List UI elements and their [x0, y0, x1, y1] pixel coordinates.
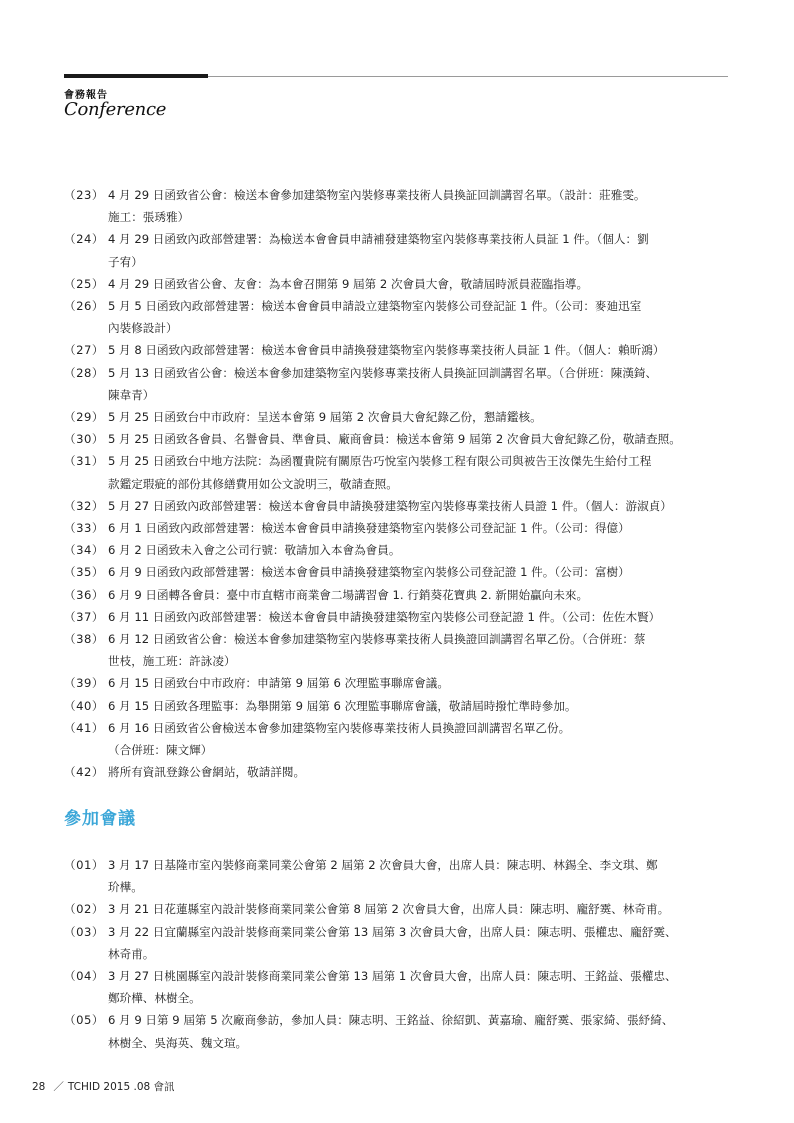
item-text-main: 6 月 11 日函致內政部營建署：檢送本會會員申請換發建築物室內裝修公司登記證 1 件。（公司：佐佐木賢） — [108, 609, 661, 624]
list-item — [64, 965, 744, 1009]
item-text — [108, 228, 744, 272]
item-text — [108, 517, 744, 539]
meetings-list — [64, 854, 744, 1054]
item-text-continuation: 陳韋青） — [108, 387, 155, 402]
item-text-continuation: 子宥） — [108, 254, 143, 269]
item-text-continuation: 款鑑定瑕疵的部份其修繕費用如公文說明三，敬請查照。 — [108, 476, 398, 491]
item-text-main: 4 月 29 日函致省公會、友會：為本會召開第 9 屆第 2 次會員大會，敬請屆時派員蒞臨指導。 — [108, 276, 589, 291]
item-text — [108, 695, 744, 717]
item-text-main: 將所有資訊登錄公會網站，敬請詳閱。 — [108, 765, 306, 780]
list-item — [64, 428, 744, 450]
page-footer — [32, 1079, 175, 1094]
item-text-main: 6 月 9 日函轉各會員：臺中市直轄市商業會二場講習會 1. 行銷葵花寶典 2. 新開始贏向未來。 — [108, 587, 589, 602]
item-text-main: 3 月 22 日宜蘭縣室內設計裝修商業同業公會第 13 屆第 3 次會員大會，出席人員：陳志明、張權忠、龐舒霙、 — [108, 924, 677, 939]
item-text-main: 5 月 13 日函致省公會：檢送本會參加建築物室內裝修專業技術人員換証回訓講習名單。（合併班：陳漢錡、 — [108, 365, 658, 380]
item-number: （42） — [64, 765, 104, 780]
item-text-continuation: 林樹全、吳海英、魏文瑄。 — [108, 1035, 248, 1050]
item-text — [108, 362, 744, 406]
item-number: （28） — [64, 365, 104, 380]
item-text — [108, 339, 744, 361]
list-item — [64, 854, 744, 898]
header-rule-thin — [208, 76, 728, 77]
item-text — [108, 539, 744, 561]
item-text-main: 5 月 25 日函致各會員、名譽會員、準會員、廠商會員：檢送本會第 9 屆第 2 次會員大會紀錄乙份，敬請查照。 — [108, 432, 681, 447]
item-number: （33） — [64, 521, 104, 536]
item-text-main: 5 月 27 日函致內政部營建署：檢送本會會員申請換發建築物室內裝修專業技術人員證 1 件。（個人：游淑貞） — [108, 498, 672, 513]
item-text-main: 4 月 29 日函致省公會：檢送本會參加建築物室內裝修專業技術人員換証回訓講習名單。（設計：莊雅雯。 — [108, 188, 646, 202]
item-text — [108, 428, 744, 450]
item-text-continuation: 鄭玠樺、林樹全。 — [108, 991, 201, 1006]
item-text — [108, 406, 744, 428]
item-text — [108, 1009, 744, 1053]
list-item — [64, 295, 744, 339]
item-number: （01） — [64, 858, 104, 872]
list-item — [64, 695, 744, 717]
item-text — [108, 561, 744, 583]
list-item — [64, 450, 744, 494]
footer-slash: ／ — [53, 1081, 64, 1093]
item-text-main: 6 月 9 日函致內政部營建署：檢送本會會員申請換發建築物室內裝修公司登記證 1 件。（公司：富樹） — [108, 565, 630, 580]
list-item — [64, 672, 744, 694]
item-text-continuation: 世枝，施工班：許詠凌） — [108, 654, 236, 669]
list-item — [64, 898, 744, 920]
list-item — [64, 717, 744, 761]
item-number: （34） — [64, 543, 104, 558]
item-number: （26） — [64, 299, 104, 314]
item-text — [108, 606, 744, 628]
list-item — [64, 584, 744, 606]
list-item — [64, 561, 744, 583]
item-text-main: 3 月 21 日花蓮縣室內設計裝修商業同業公會第 8 屆第 2 次會員大會，出席人員：陳志明、龐舒霙、林奇甫。 — [108, 902, 670, 917]
item-text-main: 6 月 12 日函致省公會：檢送本會參加建築物室內裝修專業技術人員換證回訓講習名單乙份。（合併班：蔡 — [108, 632, 646, 647]
item-text — [108, 965, 744, 1009]
list-item — [64, 406, 744, 428]
item-text-continuation: 內裝修設計） — [108, 321, 178, 336]
list-item — [64, 539, 744, 561]
list-item — [64, 228, 744, 272]
item-number: （32） — [64, 498, 104, 513]
list-item — [64, 184, 744, 228]
item-number: （04） — [64, 969, 104, 984]
item-text-main: 5 月 8 日函致內政部營建署：檢送本會會員申請換發建築物室內裝修專業技術人員証 1 件。（個人：賴昕鴻） — [108, 343, 665, 358]
item-text — [108, 761, 744, 783]
item-text-main: 3 月 27 日桃園縣室內設計裝修商業同業公會第 13 屆第 1 次會員大會，出席人員：陳志明、王銘益、張權忠、 — [108, 969, 677, 984]
item-text-main: 6 月 15 日函致台中市政府：申請第 9 屆第 6 次理監事聯席會議。 — [108, 676, 449, 691]
item-number: （29） — [64, 410, 104, 425]
item-text — [108, 295, 744, 339]
list-item — [64, 495, 744, 517]
list-item — [64, 606, 744, 628]
item-number: （05） — [64, 1013, 104, 1028]
item-text-main: 5 月 25 日函致台中地方法院：為函覆貴院有關原告巧悅室內裝修工程有限公司與被告王汝傑先生給付工程 — [108, 454, 652, 469]
item-text-continuation: 玠樺。 — [108, 880, 143, 895]
item-number: （03） — [64, 924, 104, 939]
item-text-main: 4 月 29 日函致內政部營建署：為檢送本會會員申請補發建築物室內裝修專業技術人員証 1 件。（個人：劉 — [108, 232, 649, 247]
item-number: （23） — [64, 188, 104, 202]
item-text — [108, 184, 744, 228]
item-text — [108, 672, 744, 694]
item-text-main: 6 月 2 日函致未入會之公司行號：敬請加入本會為會員。 — [108, 543, 401, 558]
list-item — [64, 517, 744, 539]
item-text-continuation: 施工：張琇雅） — [108, 210, 190, 225]
page-number: 28 — [32, 1081, 46, 1093]
item-text-main: 6 月 16 日函致省公會檢送本會參加建築物室內裝修專業技術人員換證回訓講習名單乙份。 — [108, 720, 571, 735]
item-text-main: 5 月 25 日函致台中市政府：呈送本會第 9 屆第 2 次會員大會紀錄乙份，懇請鑑核。 — [108, 410, 542, 425]
list-item — [64, 362, 744, 406]
item-text — [108, 450, 744, 494]
item-text — [108, 628, 744, 672]
item-text-main: 6 月 1 日函致內政部營建署：檢送本會會員申請換發建築物室內裝修公司登記証 1 件。（公司：得億） — [108, 521, 630, 536]
list-item — [64, 273, 744, 295]
item-text — [108, 898, 744, 920]
item-number: （02） — [64, 902, 104, 917]
correspondence-list — [64, 184, 744, 783]
item-text-main: 6 月 15 日函致各理監事：為舉開第 9 屆第 6 次理監事聯席會議，敬請屆時撥忙準時參加。 — [108, 698, 577, 713]
item-number: （41） — [64, 720, 104, 735]
item-number: （38） — [64, 632, 104, 647]
item-number: （24） — [64, 232, 104, 247]
item-text — [108, 584, 744, 606]
list-item — [64, 1009, 744, 1053]
section-title-english: Conference — [64, 99, 167, 120]
list-item — [64, 761, 744, 783]
item-number: （35） — [64, 565, 104, 580]
item-text — [108, 854, 744, 898]
item-text-main: 3 月 17 日基隆市室內裝修商業同業公會第 2 屆第 2 次會員大會，出席人員：陳志明、林錫全、李文琪、鄭 — [108, 858, 658, 872]
item-number: （25） — [64, 276, 104, 291]
item-text — [108, 921, 744, 965]
publication-name: TCHID 2015 .08 會訊 — [67, 1081, 175, 1093]
item-text — [108, 273, 744, 295]
item-number: （30） — [64, 432, 104, 447]
list-item — [64, 339, 744, 361]
section-title-chinese: 會務報告 — [64, 90, 108, 101]
item-number: （36） — [64, 587, 104, 602]
item-number: （31） — [64, 454, 104, 469]
list-item — [64, 628, 744, 672]
header-rule-thick — [64, 74, 208, 78]
list-item — [64, 921, 744, 965]
item-text — [108, 717, 744, 761]
item-text-main: 6 月 9 日第 9 屆第 5 次廠商參訪，參加人員：陳志明、王銘益、徐紹凱、黃嘉瑜、龐舒霙、張家綺、張紓綺、 — [108, 1013, 674, 1028]
item-text — [108, 495, 744, 517]
meetings-heading: 參加會議 — [64, 809, 136, 829]
item-number: （27） — [64, 343, 104, 358]
item-number: （37） — [64, 609, 104, 624]
item-text-main: 5 月 5 日函致內政部營建署：檢送本會會員申請設立建築物室內裝修公司登記証 1 件。（公司：麥廸迅室 — [108, 299, 642, 314]
item-number: （39） — [64, 676, 104, 691]
item-number: （40） — [64, 698, 104, 713]
item-text-continuation: 林奇甫。 — [108, 946, 155, 961]
item-text-continuation: （合併班：陳文輝） — [108, 743, 213, 758]
